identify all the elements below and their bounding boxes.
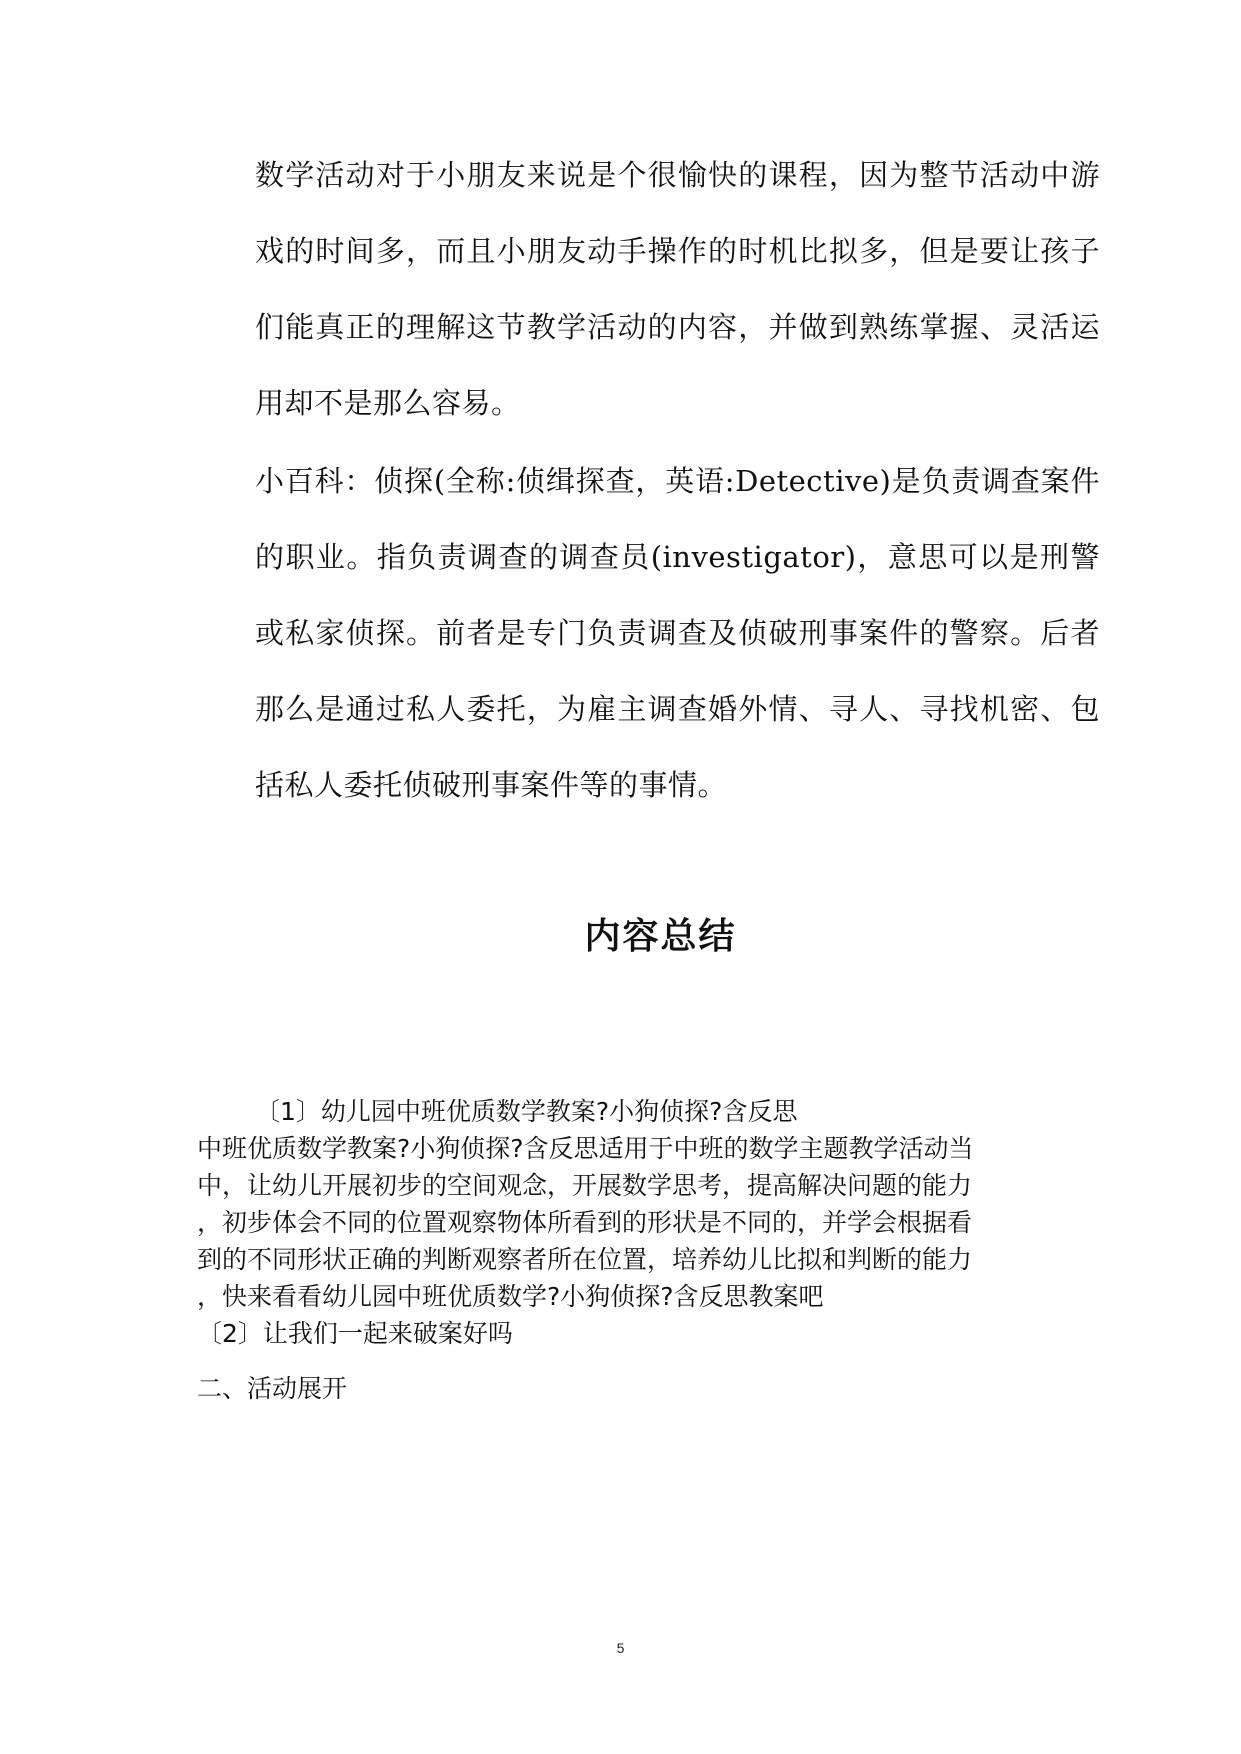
summary-line: 〔1〕幼儿园中班优质数学教案?小狗侦探?含反思 [255,1097,798,1126]
page-number: 5 [616,1640,625,1656]
section-heading: 二、活动展开 [197,1374,348,1403]
body-paragraph-2: 小百科：侦探(全称:侦缉探查，英语:Detective)是负责调查案件的职业。指负责调查的调查员(investigator)，意思可以是刑警或私家侦探。前者是专门负责调查及侦破刑事案件的警察。后者那么是通过私人委托，为雇主调查婚外情、寻人、寻找机密、包括私人委托侦破刑事案件等的事情。 [255,464,1100,802]
summary-line: 到的不同形状正确的判断观察者所在位置，培养幼儿比拟和判断的能力 [197,1245,973,1274]
summary-line: 〔2〕让我们一起来破案好吗 [197,1319,513,1348]
summary-block [197,1093,1047,1352]
body-paragraph-1: 数学活动对于小朋友来说是个很愉快的课程，因为整节活动中游戏的时间多，而且小朋友动手操作的时机比拟多，但是要让孩子们能真正的理解这节教学活动的内容，并做到熟练掌握、灵活运用却不是那么容易。 [255,158,1100,420]
summary-heading: 内容总结 [584,916,737,957]
section-heading-block [197,1370,1047,1407]
summary-line: 中班优质数学教案?小狗侦探?含反思适用于中班的数学主题教学活动当 [197,1134,974,1163]
summary-line: ，快来看看幼儿园中班优质数学?小狗侦探?含反思教案吧 [197,1282,824,1311]
summary-line: 中，让幼儿开展初步的空间观念，开展数学思考，提高解决问题的能力 [197,1171,973,1200]
summary-line: ，初步体会不同的位置观察物体所看到的形状是不同的，并学会根据看 [197,1208,973,1237]
